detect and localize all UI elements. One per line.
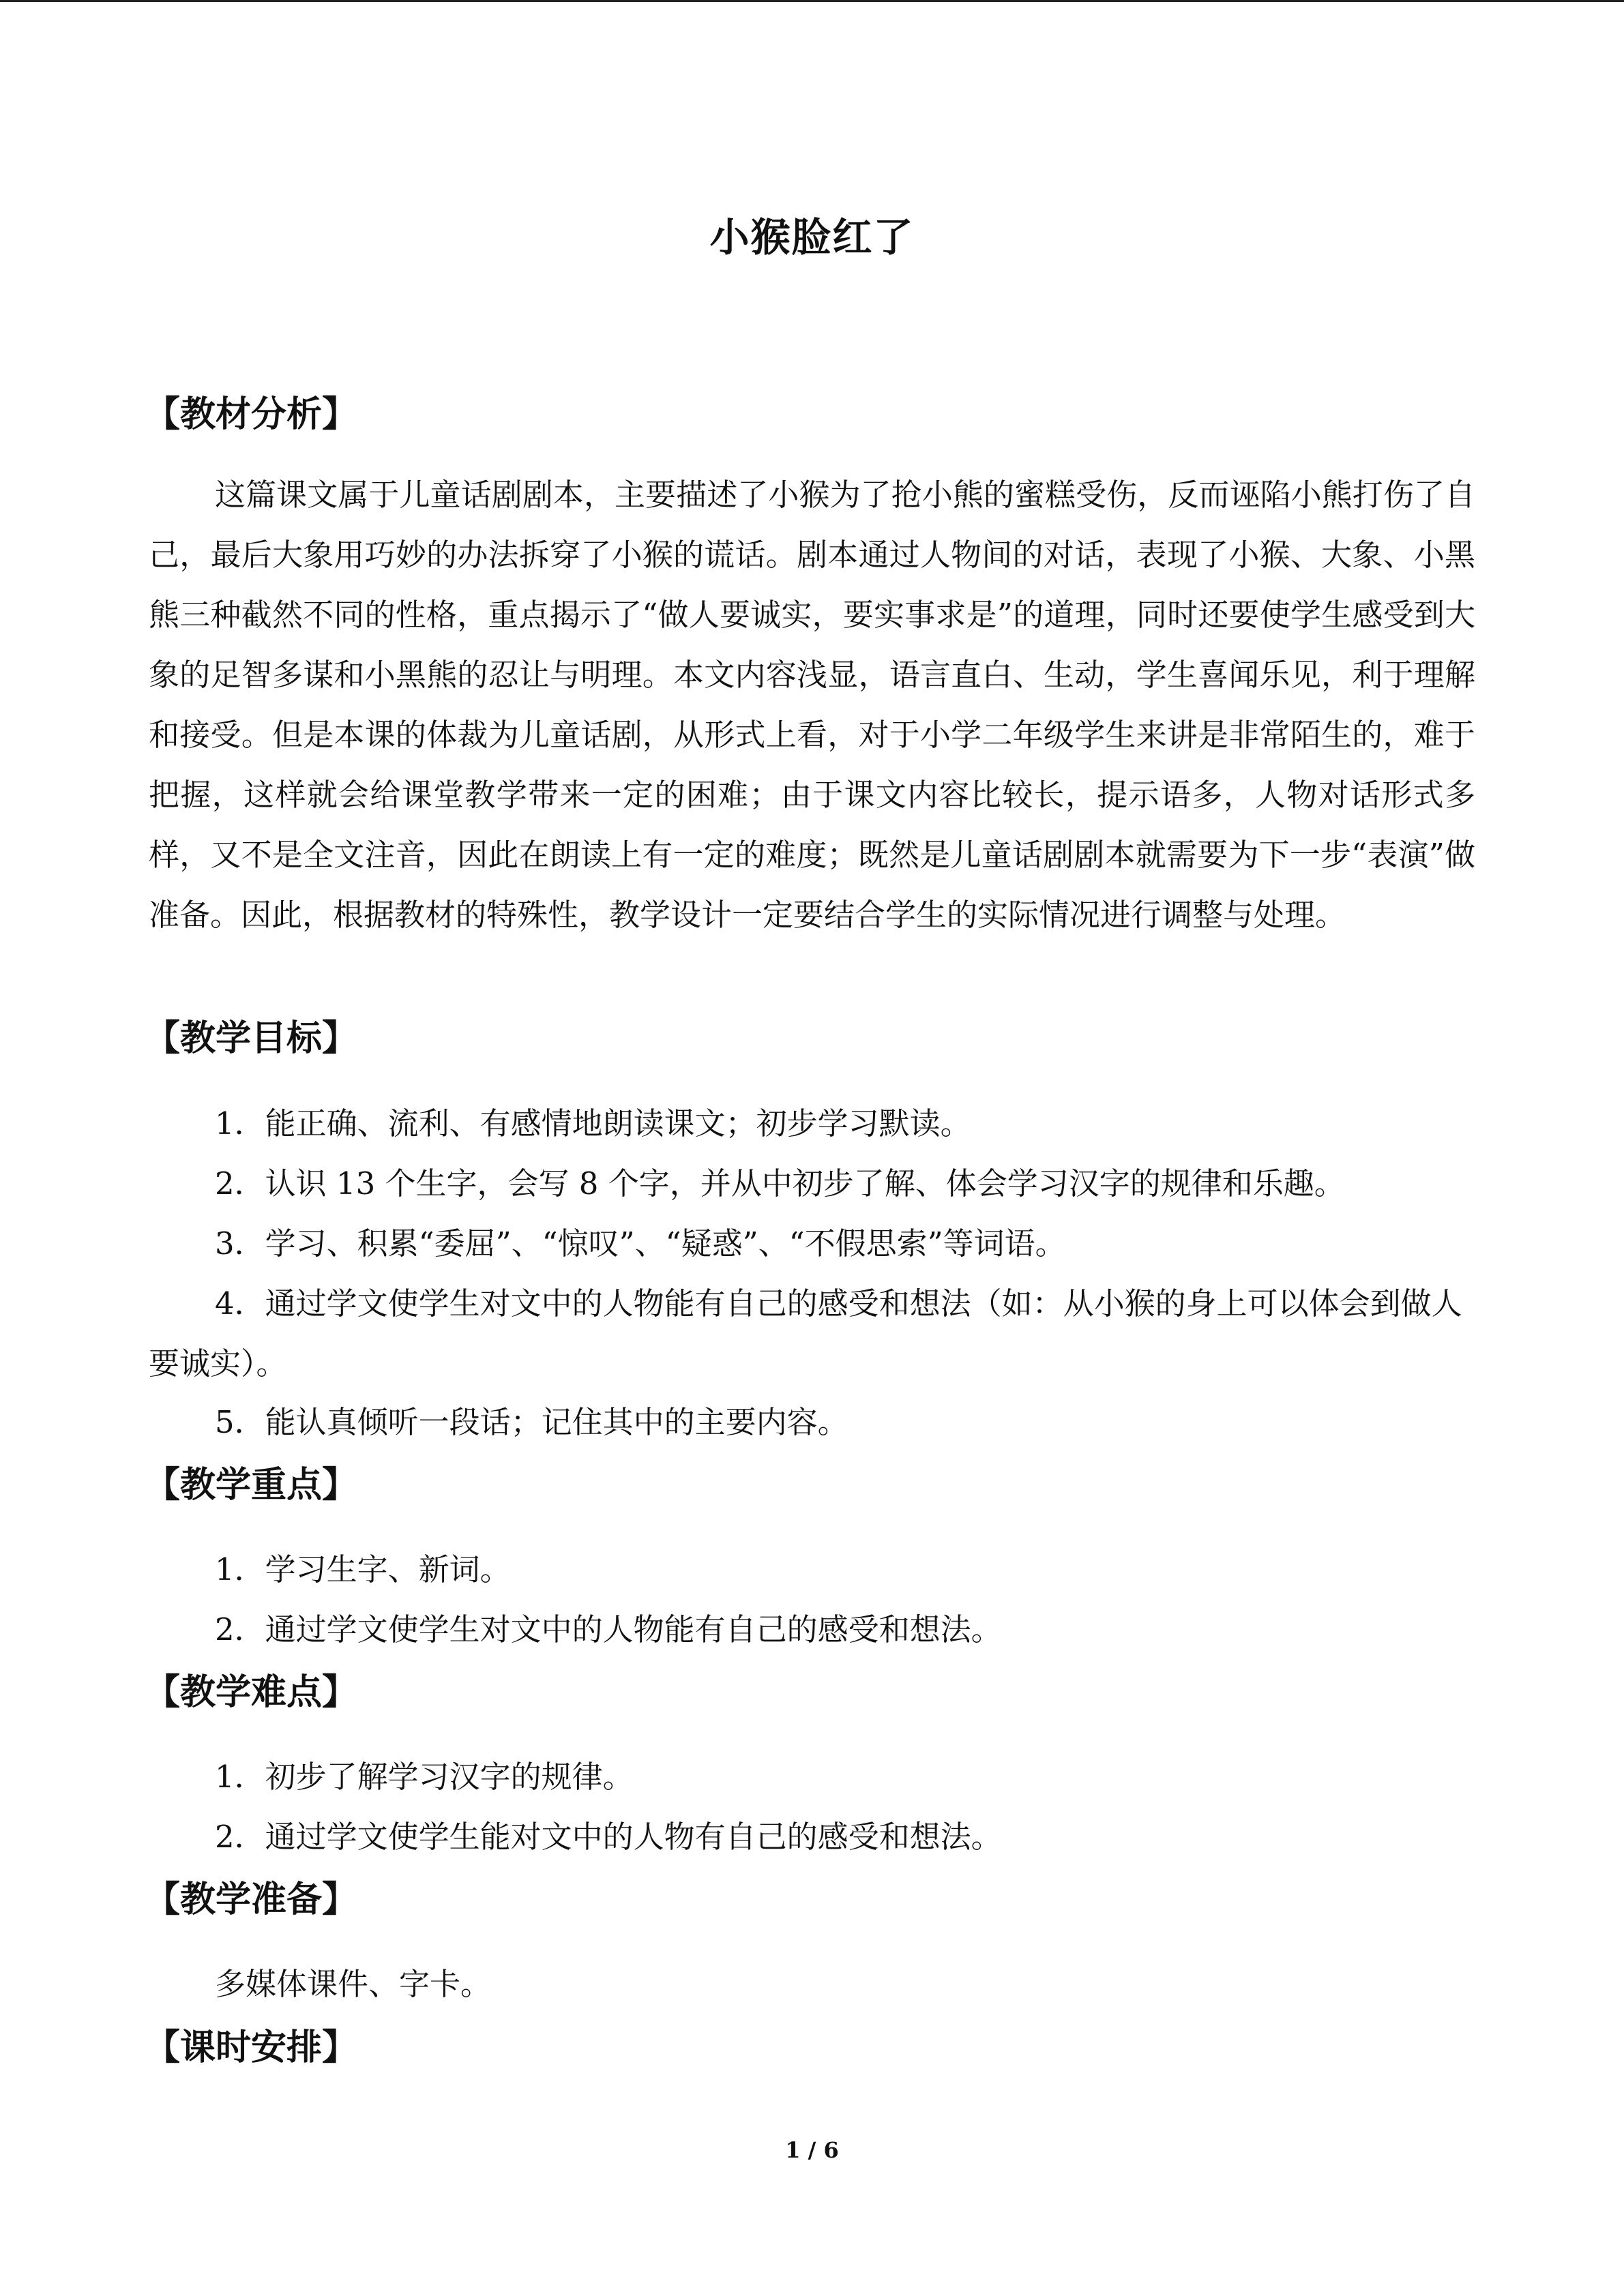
- document-title: 小猴脸红了: [709, 214, 915, 260]
- key-point-item-1: 1．学习生字、新词。: [215, 1551, 511, 1587]
- analysis-paragraph: 这篇课文属于儿童话剧剧本，主要描述了小猴为了抢小熊的蜜糕受伤，反而诬陷小熊打伤了自己，最后大象用巧妙的办法拆穿了小猴的谎话。剧本通过人物间的对话，表现了小猴、大象、小黑熊三种截然不同的性格，重点揭示了“做人要诚实，要实事求是”的道理，同时还要使学生感受到大象的足智多谋和小黑熊的忍让与明理。本文内容浅显，语言直白、生动，学生喜闻乐见，利于理解和接受。但是本课的体裁为儿童话剧，从形式上看，对于小学二年级学生来讲是非常陌生的，难于把握，这样就会给课堂教学带来一定的困难；由于课文内容比较长，提示语多，人物对话形式多样，又不是全文注音，因此在朗读上有一定的难度；既然是儿童话剧剧本就需要为下一步“表演”做准备。因此，根据教材的特殊性，教学设计一定要结合学生的实际情况进行调整与处理。: [149, 477, 1475, 933]
- section-heading-analysis: 【教材分析】: [145, 394, 358, 435]
- section-heading-goals: 【教学目标】: [145, 1018, 358, 1059]
- goal-item-3: 3．学习、积累“委屈”、“惊叹”、“疑惑”、“不假思索”等词语。: [215, 1225, 1066, 1262]
- section-heading-difficulties: 【教学难点】: [145, 1672, 358, 1713]
- goal-item-5: 5．能认真倾听一段话；记住其中的主要内容。: [215, 1404, 848, 1440]
- top-border-line: [0, 0, 1624, 2]
- difficulty-item-1: 1．初步了解学习汉字的规律。: [215, 1759, 634, 1795]
- goal-item-1: 1．能正确、流利、有感情地朗读课文；初步学习默读。: [215, 1105, 971, 1142]
- goal-item-4: 4．通过学文使学生对文中的人物能有自己的感受和想法（如：从小猴的身上可以体会到做人要诚实）。: [149, 1285, 1462, 1382]
- preparation-text: 多媒体课件、字卡。: [215, 1966, 492, 2002]
- difficulty-item-2: 2．通过学文使学生能对文中的人物有自己的感受和想法。: [215, 1819, 1002, 1855]
- goal-item-2: 2．认识 13 个生字，会写 8 个字，并从中初步了解、体会学习汉字的规律和乐趣。: [215, 1165, 1345, 1202]
- key-point-item-2: 2．通过学文使学生对文中的人物能有自己的感受和想法。: [215, 1611, 1002, 1648]
- section-heading-preparation: 【教学准备】: [145, 1879, 358, 1920]
- page-number: 1 / 6: [785, 2137, 839, 2163]
- section-heading-schedule: 【课时安排】: [145, 2027, 358, 2068]
- section-heading-key-points: 【教学重点】: [145, 1465, 358, 1506]
